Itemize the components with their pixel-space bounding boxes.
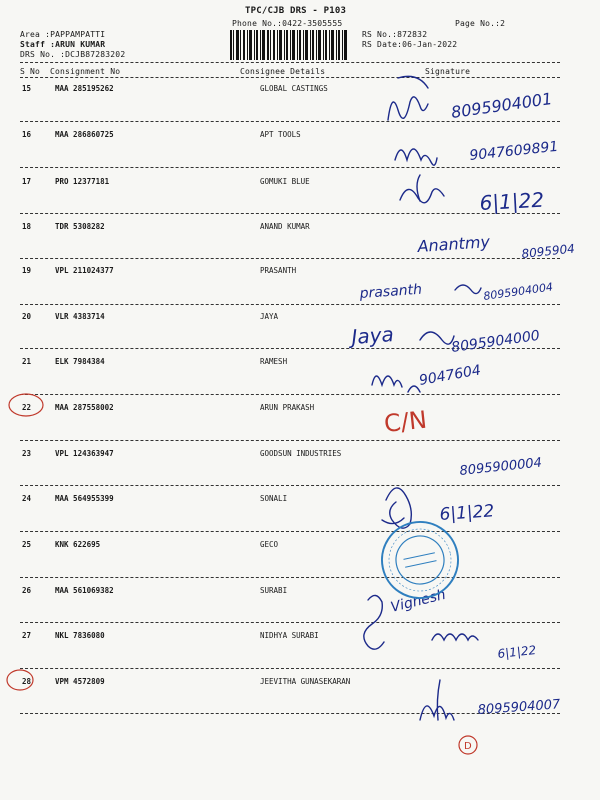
signature-scribble — [372, 376, 420, 392]
row-consignee: RAMESH — [260, 357, 288, 366]
row-consignment: ELK 7984384 — [55, 357, 105, 366]
row-consignee: ARUN PRAKASH — [260, 403, 315, 412]
row-sno: 24 — [22, 494, 32, 503]
row-sno: 17 — [22, 177, 32, 186]
row-consignee: GECO — [260, 540, 279, 549]
handwritten-date: 6|1|22 — [479, 187, 545, 215]
signature-scribble — [437, 680, 440, 720]
row-sno: 18 — [22, 222, 32, 231]
handwritten-date: 6|1|22 — [496, 643, 537, 661]
handwritten-phone: 9047609891 — [468, 138, 560, 164]
final-mark: D — [464, 741, 472, 752]
col-consignment: Consignment No — [50, 67, 121, 76]
row-consignment: PRO 12377181 — [55, 177, 110, 186]
row-consignee: ANAND KUMAR — [260, 222, 310, 231]
handwritten-date: 6|1|22 — [438, 501, 495, 525]
row-sno: 15 — [22, 84, 32, 93]
row-consignment: MAA 561069382 — [55, 586, 114, 595]
row-sno: 28 — [22, 677, 32, 686]
row-sno: 25 — [22, 540, 32, 549]
rs-number: RS No.:872832 — [362, 30, 428, 39]
handwritten-name: Anantmy — [416, 231, 491, 256]
drs-number: DRS No. :DCJB87283202 — [20, 50, 126, 59]
sheet-title: TPC/CJB DRS - P103 — [245, 6, 347, 16]
page-number: Page No.:2 — [455, 19, 506, 28]
col-signature: Signature — [425, 67, 471, 76]
row-sno: 21 — [22, 357, 32, 366]
phone-number: Phone No.:0422-3505555 — [232, 19, 343, 28]
row-consignee: JAYA — [260, 312, 279, 321]
row-consignee: SONALI — [260, 494, 288, 503]
row-sno: 20 — [22, 312, 32, 321]
row-sno: 22 — [22, 403, 32, 412]
handwritten-phone: 8095904 — [520, 241, 576, 261]
row-consignment: VPM 4572809 — [55, 677, 105, 686]
row-22-circle-mark — [9, 394, 43, 416]
signature-scribble — [455, 285, 481, 294]
row-consignee: GOODSUN INDUSTRIES — [260, 449, 342, 458]
row-consignment: TDR 5308282 — [55, 222, 105, 231]
signature-scribble — [420, 332, 454, 344]
row-consignment: MAA 287558002 — [55, 403, 114, 412]
signature-scribble — [400, 189, 444, 203]
handwritten-phone: 9047604 — [417, 362, 483, 389]
staff-field: Staff :ARUN KUMAR — [20, 40, 106, 49]
row-consignee: GOMUKI BLUE — [260, 177, 310, 186]
col-consignee: Consignee Details — [240, 67, 326, 76]
handwritten-name: Jaya — [350, 322, 395, 349]
signature-scribble — [432, 634, 478, 640]
row-consignee: SURABI — [260, 586, 288, 595]
area-field: Area :PAPPAMPATTI — [20, 30, 106, 39]
row-sno: 23 — [22, 449, 32, 458]
row-consignment: VPL 124363947 — [55, 449, 114, 458]
row-consignment: MAA 285195262 — [55, 84, 114, 93]
handwritten-phone: 8095904000 — [450, 327, 541, 356]
row-28-circle-mark — [7, 670, 33, 690]
row-consignment: VLR 4383714 — [55, 312, 105, 321]
row-consignment: NKL 7836080 — [55, 631, 105, 640]
cn-mark: C/N — [382, 405, 429, 438]
row-consignee: GLOBAL CASTINGS — [260, 84, 328, 93]
row-consignment: KNK 622695 — [55, 540, 101, 549]
company-seal-stamp — [375, 515, 465, 605]
row-consignee: JEEVITHA GUNASEKARAN — [260, 677, 351, 686]
row-consignee: PRASANTH — [260, 266, 297, 275]
col-sno: S No — [20, 67, 41, 76]
row-consignee: APT TOOLS — [260, 130, 301, 139]
handwritten-phone: 8095900004 — [458, 455, 543, 479]
row-sno: 27 — [22, 631, 32, 640]
row-consignment: MAA 564955399 — [55, 494, 114, 503]
handwritten-phone: 8095904001 — [449, 88, 554, 122]
handwritten-name: Vignesh — [389, 586, 448, 616]
handwritten-phone: 8095904007 — [477, 697, 561, 718]
row-consignment: MAA 286860725 — [55, 130, 114, 139]
signature-scribble — [395, 149, 437, 165]
signature-scribble — [364, 595, 384, 649]
signature-scribble — [398, 76, 428, 88]
signature-scribble — [388, 97, 428, 120]
handwritten-name: prasanth — [359, 281, 423, 302]
handwritten-phone: 8095904004 — [482, 280, 554, 303]
row-consignee: NIDHYA SURABI — [260, 631, 319, 640]
row-consignment: VPL 211024377 — [55, 266, 114, 275]
row-sno: 19 — [22, 266, 32, 275]
rs-date: RS Date:06-Jan-2022 — [362, 40, 458, 49]
row-sno: 26 — [22, 586, 32, 595]
row-sno: 16 — [22, 130, 32, 139]
